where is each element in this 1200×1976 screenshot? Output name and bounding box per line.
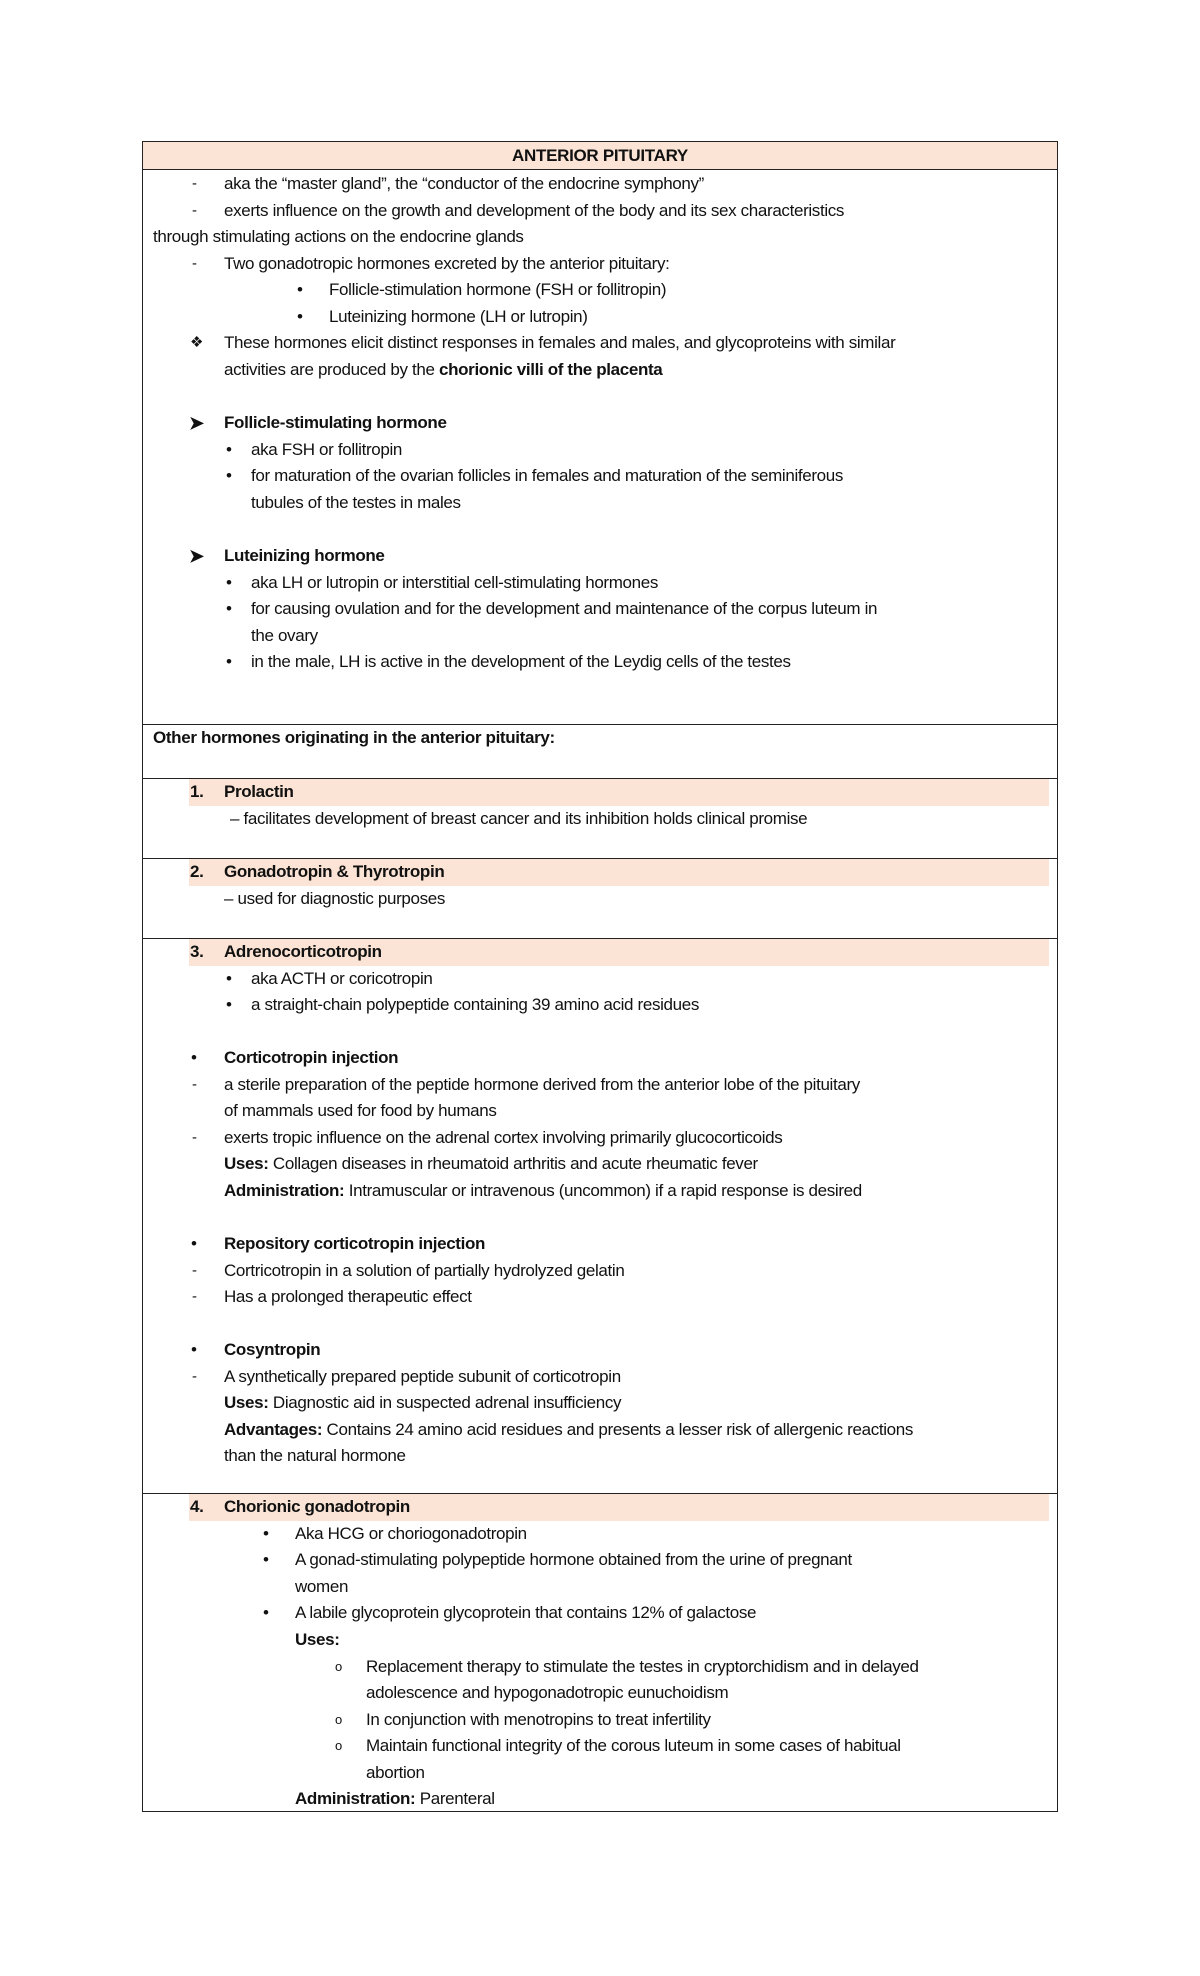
repository-line: Cortricotropin in a solution of partially hydrolyzed gelatin xyxy=(224,1261,625,1280)
repository-line: Has a prolonged therapeutic effect xyxy=(224,1287,472,1306)
cosyntropin-uses xyxy=(224,1392,621,1414)
acth-name: Adrenocorticotropin xyxy=(224,942,382,961)
bullet-marker: • xyxy=(226,652,232,671)
bullet-marker: • xyxy=(226,969,232,988)
note-bold-text: chorionic villi of the placenta xyxy=(439,360,663,379)
sub-item: Follicle-stimulation hormone (FSH or follitropin) xyxy=(329,280,667,299)
injection-line: exerts tropic influence on the adrenal cortex involving primarily glucocorticoids xyxy=(224,1128,783,1147)
uses-text: Collagen diseases in rheumatoid arthritis and acute rheumatic fever xyxy=(268,1154,758,1173)
prolactin-desc: – facilitates development of breast cancer and its inhibition holds clinical promise xyxy=(230,809,808,828)
advantages-label: Advantages: xyxy=(224,1420,323,1439)
bullet-marker: • xyxy=(297,280,303,299)
dash-marker: - xyxy=(192,1262,197,1279)
bullet-marker: • xyxy=(263,1603,269,1622)
highlight-band xyxy=(189,779,1049,806)
circle-bullet-marker: o xyxy=(335,1659,343,1674)
table-header-row xyxy=(143,142,1057,170)
table-title: ANTERIOR PITUITARY xyxy=(512,146,688,165)
circle-bullet-marker: o xyxy=(335,1712,343,1727)
gonadotropin-name: Gonadotropin & Thyrotropin xyxy=(224,862,445,881)
intro-line: exerts influence on the growth and development of the body and its sex characteristics xyxy=(224,201,845,220)
prolactin-row xyxy=(143,778,1057,858)
list-number: 3. xyxy=(190,942,204,961)
hcg-uses-label: Uses: xyxy=(295,1630,340,1649)
cosyntropin-advantages: than the natural hormone xyxy=(224,1446,406,1465)
bullet-marker: • xyxy=(263,1550,269,1569)
hcg-admin xyxy=(295,1788,495,1810)
injection-admin xyxy=(224,1180,862,1202)
sub-item: Luteinizing hormone (LH or lutropin) xyxy=(329,307,588,326)
cosyntropin-advantages xyxy=(224,1419,913,1441)
bullet-marker: • xyxy=(191,1048,197,1067)
hcg-use: adolescence and hypogonadotropic eunuchoidism xyxy=(366,1683,729,1702)
fsh-item: for maturation of the ovarian follicles in females and maturation of the seminiferous xyxy=(251,466,844,485)
list-number: 1. xyxy=(190,782,204,801)
admin-label: Administration: xyxy=(224,1181,345,1200)
injection-line: a sterile preparation of the peptide hormone derived from the anterior lobe of the pituitary xyxy=(224,1075,860,1094)
cosyntropin-heading: Cosyntropin xyxy=(224,1340,321,1359)
acth-item: a straight-chain polypeptide containing 39 amino acid residues xyxy=(251,995,699,1014)
intro-line: Two gonadotropic hormones excreted by the anterior pituitary: xyxy=(224,254,670,273)
other-hormones-heading: Other hormones originating in the anterior pituitary: xyxy=(153,728,555,747)
dash-marker: - xyxy=(192,1129,197,1146)
prolactin-name: Prolactin xyxy=(224,782,294,801)
repository-heading: Repository corticotropin injection xyxy=(224,1234,486,1253)
acth-row xyxy=(143,938,1057,1493)
gonadotropin-row xyxy=(143,858,1057,938)
hcg-item: A gonad-stimulating polypeptide hormone obtained from the urine of pregnant xyxy=(295,1550,852,1569)
lh-heading: Luteinizing hormone xyxy=(224,546,385,565)
injection-line: of mammals used for food by humans xyxy=(224,1101,497,1120)
hcg-row xyxy=(143,1493,1057,1811)
dash-marker: - xyxy=(192,255,197,272)
note-line xyxy=(224,359,662,381)
dash-marker: - xyxy=(192,175,197,192)
list-number: 2. xyxy=(190,862,204,881)
fsh-item: aka FSH or follitropin xyxy=(251,440,403,459)
intro-section xyxy=(143,170,1057,724)
content-table xyxy=(142,141,1058,1812)
bullet-marker: • xyxy=(226,599,232,618)
acth-item: aka ACTH or coricotropin xyxy=(251,969,433,988)
admin-text: Intramuscular or intravenous (uncommon) if a rapid response is desired xyxy=(344,1181,862,1200)
intro-line: through stimulating actions on the endocrine glands xyxy=(153,227,524,246)
dash-marker: - xyxy=(192,1288,197,1305)
bullet-marker: • xyxy=(297,307,303,326)
uses-text: Diagnostic aid in suspected adrenal insufficiency xyxy=(268,1393,622,1412)
cosyntropin-line: A synthetically prepared peptide subunit of corticotropin xyxy=(224,1367,621,1386)
uses-label: Uses: xyxy=(224,1393,269,1412)
bullet-marker: • xyxy=(191,1234,197,1253)
diamond-marker-icon: ❖ xyxy=(190,334,204,351)
circle-bullet-marker: o xyxy=(335,1738,343,1753)
bullet-marker: • xyxy=(226,466,232,485)
lh-item: the ovary xyxy=(251,626,318,645)
bullet-marker: • xyxy=(226,995,232,1014)
arrow-marker-icon: ➤ xyxy=(189,413,205,433)
hcg-use: Maintain functional integrity of the corous luteum in some cases of habitual xyxy=(366,1736,901,1755)
hcg-name: Chorionic gonadotropin xyxy=(224,1497,410,1516)
injection-uses xyxy=(224,1153,758,1175)
lh-item: in the male, LH is active in the development of the Leydig cells of the testes xyxy=(251,652,791,671)
bullet-marker: • xyxy=(226,440,232,459)
fsh-item: tubules of the testes in males xyxy=(251,493,461,512)
hcg-use: In conjunction with menotropins to treat infertility xyxy=(366,1710,711,1729)
arrow-marker-icon: ➤ xyxy=(189,546,205,566)
advantages-text: Contains 24 amino acid residues and presents a lesser risk of allergenic reactions xyxy=(322,1420,914,1439)
uses-label: Uses: xyxy=(224,1154,269,1173)
list-number: 4. xyxy=(190,1497,204,1516)
bullet-marker: • xyxy=(263,1524,269,1543)
intro-line: aka the “master gland”, the “conductor of the endocrine symphony” xyxy=(224,174,704,193)
other-hormones-row xyxy=(143,724,1057,778)
hcg-item: Aka HCG or choriogonadotropin xyxy=(295,1524,527,1543)
hcg-use: Replacement therapy to stimulate the testes in cryptorchidism and in delayed xyxy=(366,1657,919,1676)
admin-text: Parenteral xyxy=(415,1789,495,1808)
lh-item: aka LH or lutropin or interstitial cell-stimulating hormones xyxy=(251,573,659,592)
hcg-item: women xyxy=(295,1577,349,1596)
hcg-use: abortion xyxy=(366,1763,425,1782)
lh-item: for causing ovulation and for the development and maintenance of the corpus luteum in xyxy=(251,599,878,618)
bullet-marker: • xyxy=(226,573,232,592)
gonadotropin-desc: – used for diagnostic purposes xyxy=(224,889,446,908)
injection-heading: Corticotropin injection xyxy=(224,1048,399,1067)
bullet-marker: • xyxy=(191,1340,197,1359)
dash-marker: - xyxy=(192,1368,197,1385)
dash-marker: - xyxy=(192,202,197,219)
fsh-heading: Follicle-stimulating hormone xyxy=(224,413,447,432)
note-line: These hormones elicit distinct responses in females and males, and glycoproteins with similar xyxy=(224,333,896,352)
admin-label: Administration: xyxy=(295,1789,416,1808)
note-text: activities are produced by the xyxy=(224,360,439,379)
hcg-item: A labile glycoprotein glycoprotein that contains 12% of galactose xyxy=(295,1603,757,1622)
dash-marker: - xyxy=(192,1076,197,1093)
